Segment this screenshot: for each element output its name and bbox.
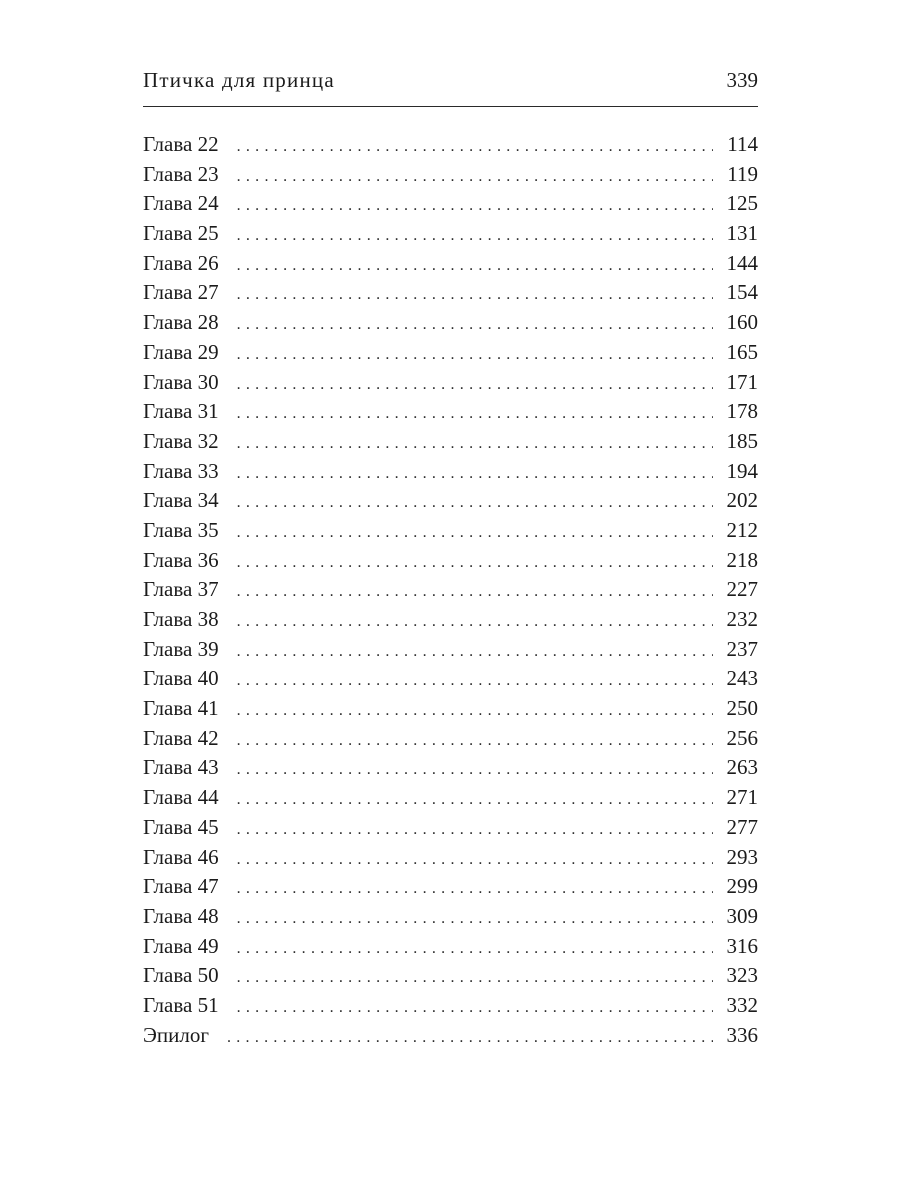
toc-entry-label: Глава 25 bbox=[143, 221, 219, 246]
dot-leader bbox=[237, 280, 713, 310]
dot-leader bbox=[237, 607, 713, 637]
toc-entry bbox=[143, 575, 758, 605]
toc-entry-page: 277 bbox=[726, 814, 758, 839]
dot-leader bbox=[237, 874, 713, 904]
dot-leader bbox=[237, 310, 713, 340]
toc-entry-label: Глава 39 bbox=[143, 636, 219, 661]
toc-entry bbox=[143, 457, 758, 487]
toc-entry-page: 144 bbox=[726, 250, 758, 275]
dot-leader bbox=[237, 696, 713, 726]
toc-entry-page: 165 bbox=[726, 339, 758, 364]
dot-leader bbox=[237, 459, 713, 489]
toc-entry-label: Глава 49 bbox=[143, 933, 219, 958]
toc-entry-label: Глава 45 bbox=[143, 814, 219, 839]
toc-entry-page: 336 bbox=[726, 1022, 758, 1047]
toc-entry bbox=[143, 130, 758, 160]
dot-leader bbox=[237, 577, 713, 607]
toc-entry-label: Глава 40 bbox=[143, 666, 219, 691]
toc-entry-page: 232 bbox=[726, 607, 758, 631]
running-header bbox=[143, 66, 758, 107]
dot-leader bbox=[237, 251, 713, 281]
dot-leader bbox=[237, 132, 714, 162]
dot-leader bbox=[237, 370, 713, 400]
toc-entry-label: Глава 24 bbox=[143, 191, 219, 216]
toc-entry-label: Глава 46 bbox=[143, 844, 219, 869]
dot-leader bbox=[237, 221, 713, 251]
toc-entry-label: Глава 28 bbox=[143, 310, 219, 335]
toc-entry bbox=[143, 546, 758, 576]
toc-entry-page: 185 bbox=[726, 428, 758, 453]
toc-entry bbox=[143, 843, 758, 873]
toc-entry bbox=[143, 368, 758, 398]
toc-entry-label: Глава 37 bbox=[143, 577, 219, 602]
dot-leader bbox=[237, 162, 714, 192]
toc-entry bbox=[143, 516, 758, 546]
toc-entry bbox=[143, 872, 758, 902]
toc-entry-page: 171 bbox=[726, 369, 758, 394]
toc-entry-page: 299 bbox=[726, 874, 758, 899]
dot-leader bbox=[237, 904, 713, 934]
toc-entry-label: Эпилог bbox=[143, 1022, 209, 1047]
toc-entry-label: Глава 38 bbox=[143, 607, 219, 631]
toc-entry-page: 256 bbox=[726, 725, 758, 750]
toc-entry-label: Глава 33 bbox=[143, 458, 219, 483]
toc-entry bbox=[143, 664, 758, 694]
toc-entry-label: Глава 43 bbox=[143, 755, 219, 780]
toc-entry-label: Глава 26 bbox=[143, 250, 219, 275]
toc-entry-page: 178 bbox=[726, 399, 758, 424]
toc-entry-label: Глава 22 bbox=[143, 132, 219, 156]
toc-entry-label: Глава 29 bbox=[143, 339, 219, 364]
dot-leader bbox=[237, 993, 713, 1023]
toc-entry-page: 309 bbox=[726, 903, 758, 928]
toc-entry bbox=[143, 397, 758, 427]
toc-entry-label: Глава 31 bbox=[143, 399, 219, 424]
dot-leader bbox=[237, 399, 713, 429]
dot-leader bbox=[237, 815, 713, 845]
toc-entry-page: 332 bbox=[726, 992, 758, 1017]
toc-entry-label: Глава 42 bbox=[143, 725, 219, 750]
dot-leader bbox=[237, 963, 713, 993]
toc-entry bbox=[143, 189, 758, 219]
toc-entry-page: 212 bbox=[726, 517, 758, 542]
toc-entry-label: Глава 35 bbox=[143, 517, 219, 542]
dot-leader bbox=[237, 340, 713, 370]
toc-entry bbox=[143, 1021, 758, 1051]
dot-leader bbox=[237, 785, 713, 815]
toc-entry-label: Глава 44 bbox=[143, 785, 219, 810]
toc-entry-page: 160 bbox=[726, 310, 758, 335]
toc-entry bbox=[143, 605, 758, 635]
toc-entry-label: Глава 48 bbox=[143, 903, 219, 928]
toc-entry bbox=[143, 219, 758, 249]
dot-leader bbox=[237, 934, 713, 964]
toc-entry bbox=[143, 249, 758, 279]
dot-leader bbox=[237, 488, 713, 518]
toc-entry-page: 263 bbox=[726, 755, 758, 780]
dot-leader bbox=[227, 1023, 713, 1053]
toc-entry bbox=[143, 783, 758, 813]
toc-entry bbox=[143, 694, 758, 724]
toc-entry-label: Глава 23 bbox=[143, 161, 219, 186]
toc-entry bbox=[143, 724, 758, 754]
toc-entry-label: Глава 41 bbox=[143, 696, 219, 721]
dot-leader bbox=[237, 429, 713, 459]
toc-entry-label: Глава 36 bbox=[143, 547, 219, 572]
toc-entry bbox=[143, 991, 758, 1021]
dot-leader bbox=[237, 191, 713, 221]
toc-entry bbox=[143, 278, 758, 308]
toc-entry-page: 323 bbox=[726, 963, 758, 988]
toc-entry-page: 131 bbox=[726, 221, 758, 246]
toc-entry-page: 243 bbox=[726, 666, 758, 691]
toc-entry-page: 271 bbox=[726, 785, 758, 810]
toc-entry-label: Глава 30 bbox=[143, 369, 219, 394]
toc-entry bbox=[143, 902, 758, 932]
dot-leader bbox=[237, 637, 713, 667]
dot-leader bbox=[237, 548, 713, 578]
toc-entry-page: 114 bbox=[727, 132, 758, 156]
toc-entry-page: 202 bbox=[726, 488, 758, 513]
toc-entry bbox=[143, 932, 758, 962]
dot-leader bbox=[237, 518, 713, 548]
toc-entry bbox=[143, 813, 758, 843]
dot-leader bbox=[237, 726, 713, 756]
toc-entry bbox=[143, 338, 758, 368]
toc-entry bbox=[143, 635, 758, 665]
toc-entry-label: Глава 27 bbox=[143, 280, 219, 305]
toc-entry bbox=[143, 427, 758, 457]
toc-entry-label: Глава 32 bbox=[143, 428, 219, 453]
toc-entry bbox=[143, 308, 758, 338]
toc-entry-label: Глава 51 bbox=[143, 992, 219, 1017]
toc-entry-page: 237 bbox=[726, 636, 758, 661]
dot-leader bbox=[237, 845, 713, 875]
toc-entry-page: 250 bbox=[726, 696, 758, 721]
dot-leader bbox=[237, 666, 713, 696]
toc-entry-label: Глава 34 bbox=[143, 488, 219, 513]
toc-entry bbox=[143, 961, 758, 991]
toc-entry-page: 316 bbox=[726, 933, 758, 958]
toc-entry-page: 125 bbox=[726, 191, 758, 216]
toc-entry-page: 227 bbox=[726, 577, 758, 602]
table-of-contents bbox=[143, 130, 758, 1050]
toc-entry-page: 218 bbox=[726, 547, 758, 572]
toc-entry-page: 194 bbox=[726, 458, 758, 483]
toc-entry-label: Глава 47 bbox=[143, 874, 219, 899]
page-number: 339 bbox=[726, 68, 758, 92]
toc-entry-page: 154 bbox=[726, 280, 758, 305]
toc-entry-label: Глава 50 bbox=[143, 963, 219, 988]
running-title: Птичка для принца bbox=[143, 68, 335, 92]
toc-entry-page: 293 bbox=[726, 844, 758, 869]
toc-entry bbox=[143, 753, 758, 783]
toc-entry bbox=[143, 160, 758, 190]
toc-entry bbox=[143, 486, 758, 516]
dot-leader bbox=[237, 755, 713, 785]
toc-entry-page: 119 bbox=[727, 161, 758, 186]
